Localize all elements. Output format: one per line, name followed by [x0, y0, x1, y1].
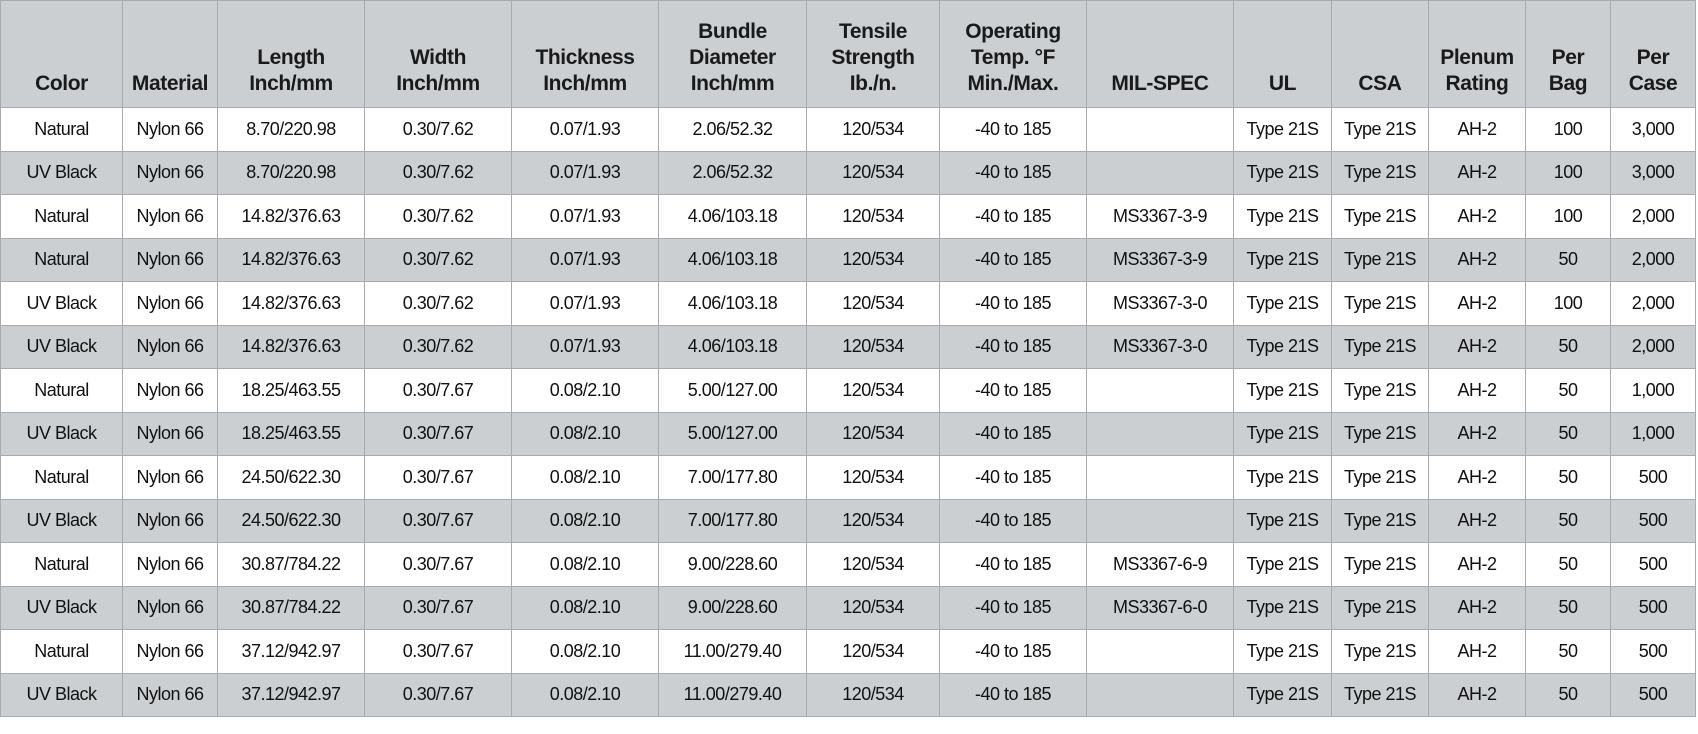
table-row	[1, 369, 1696, 413]
table-cell-mil-spec: MS3367-3-9	[1087, 195, 1234, 239]
table-cell-thickness-inch-mm: 0.08/2.10	[512, 586, 659, 630]
column-header-line: Min./Max.	[967, 72, 1059, 95]
column-header-material	[123, 1, 218, 108]
column-header-line: Ib./n.	[849, 72, 897, 95]
table-cell-material: Nylon 66	[123, 673, 218, 717]
table-cell-plenum-rating: AH-2	[1429, 456, 1526, 500]
table-cell-plenum-rating: AH-2	[1429, 586, 1526, 630]
column-header-line: Plenum	[1440, 46, 1514, 69]
table-cell-ul: Type 21S	[1234, 282, 1332, 326]
table-cell-ul: Type 21S	[1234, 543, 1332, 587]
table-cell-width-inch-mm: 0.30/7.62	[365, 108, 512, 152]
column-header-line: Case	[1628, 72, 1678, 95]
column-header-bundle-diameter-inch-mm	[659, 1, 807, 108]
table-cell-length-inch-mm: 37.12/942.97	[218, 630, 365, 674]
table-cell-thickness-inch-mm: 0.08/2.10	[512, 456, 659, 500]
table-cell-length-inch-mm: 24.50/622.30	[218, 456, 365, 500]
table-cell-ul: Type 21S	[1234, 325, 1332, 369]
column-header-line: Thickness	[535, 46, 635, 69]
column-header-line: Width	[409, 46, 467, 69]
table-cell-per-bag: 50	[1526, 543, 1611, 587]
table-cell-csa: Type 21S	[1332, 282, 1429, 326]
table-cell-length-inch-mm: 14.82/376.63	[218, 282, 365, 326]
table-cell-bundle-diameter-inch-mm: 4.06/103.18	[659, 282, 807, 326]
column-header-line: UL	[1268, 72, 1297, 95]
table-cell-operating-temp-f-min-max: -40 to 185	[940, 412, 1087, 456]
table-cell-color: Natural	[1, 195, 123, 239]
table-cell-length-inch-mm: 24.50/622.30	[218, 499, 365, 543]
table-row	[1, 151, 1696, 195]
table-cell-material: Nylon 66	[123, 543, 218, 587]
table-cell-width-inch-mm: 0.30/7.67	[365, 369, 512, 413]
table-cell-mil-spec	[1087, 456, 1234, 500]
table-cell-operating-temp-f-min-max: -40 to 185	[940, 151, 1087, 195]
column-header-tensile-strength-ib-n	[807, 1, 940, 108]
column-header-line: Bundle	[698, 20, 767, 43]
table-cell-operating-temp-f-min-max: -40 to 185	[940, 108, 1087, 152]
table-cell-width-inch-mm: 0.30/7.67	[365, 586, 512, 630]
table-cell-color: UV Black	[1, 412, 123, 456]
table-cell-csa: Type 21S	[1332, 586, 1429, 630]
table-cell-color: UV Black	[1, 282, 123, 326]
table-cell-width-inch-mm: 0.30/7.62	[365, 282, 512, 326]
table-cell-plenum-rating: AH-2	[1429, 238, 1526, 282]
table-cell-per-bag: 50	[1526, 673, 1611, 717]
table-cell-bundle-diameter-inch-mm: 7.00/177.80	[659, 456, 807, 500]
table-cell-per-bag: 50	[1526, 499, 1611, 543]
table-cell-mil-spec: MS3367-3-0	[1087, 325, 1234, 369]
table-cell-per-bag: 50	[1526, 325, 1611, 369]
table-cell-operating-temp-f-min-max: -40 to 185	[940, 238, 1087, 282]
table-cell-thickness-inch-mm: 0.07/1.93	[512, 108, 659, 152]
column-header-line: Length	[257, 46, 325, 69]
table-cell-material: Nylon 66	[123, 151, 218, 195]
table-cell-material: Nylon 66	[123, 369, 218, 413]
table-cell-thickness-inch-mm: 0.08/2.10	[512, 412, 659, 456]
table-cell-bundle-diameter-inch-mm: 4.06/103.18	[659, 195, 807, 239]
table-cell-length-inch-mm: 18.25/463.55	[218, 412, 365, 456]
column-header-per-case	[1611, 1, 1696, 108]
table-cell-csa: Type 21S	[1332, 151, 1429, 195]
column-header-per-bag	[1526, 1, 1611, 108]
table-cell-mil-spec	[1087, 151, 1234, 195]
table-cell-per-case: 500	[1611, 630, 1696, 674]
column-header-line: Per	[1551, 46, 1585, 69]
table-cell-thickness-inch-mm: 0.07/1.93	[512, 195, 659, 239]
table-row	[1, 282, 1696, 326]
table-cell-csa: Type 21S	[1332, 412, 1429, 456]
table-cell-bundle-diameter-inch-mm: 5.00/127.00	[659, 369, 807, 413]
table-cell-plenum-rating: AH-2	[1429, 108, 1526, 152]
table-cell-plenum-rating: AH-2	[1429, 543, 1526, 587]
table-cell-mil-spec	[1087, 673, 1234, 717]
column-header-length-inch-mm	[218, 1, 365, 108]
table-cell-color: Natural	[1, 456, 123, 500]
table-cell-per-case: 2,000	[1611, 282, 1696, 326]
table-cell-per-bag: 100	[1526, 151, 1611, 195]
table-cell-mil-spec	[1087, 108, 1234, 152]
table-cell-material: Nylon 66	[123, 325, 218, 369]
table-cell-ul: Type 21S	[1234, 108, 1332, 152]
table-cell-csa: Type 21S	[1332, 108, 1429, 152]
table-cell-width-inch-mm: 0.30/7.67	[365, 543, 512, 587]
table-cell-width-inch-mm: 0.30/7.67	[365, 412, 512, 456]
table-cell-per-case: 3,000	[1611, 151, 1696, 195]
table-cell-mil-spec	[1087, 369, 1234, 413]
table-cell-tensile-strength-ib-n: 120/534	[807, 238, 940, 282]
table-cell-csa: Type 21S	[1332, 543, 1429, 587]
table-cell-per-case: 500	[1611, 586, 1696, 630]
table-cell-plenum-rating: AH-2	[1429, 282, 1526, 326]
table-cell-length-inch-mm: 37.12/942.97	[218, 673, 365, 717]
table-cell-width-inch-mm: 0.30/7.67	[365, 673, 512, 717]
table-cell-tensile-strength-ib-n: 120/534	[807, 543, 940, 587]
table-cell-per-bag: 100	[1526, 108, 1611, 152]
table-cell-thickness-inch-mm: 0.08/2.10	[512, 543, 659, 587]
table-cell-material: Nylon 66	[123, 630, 218, 674]
column-header-line: Material	[131, 72, 209, 95]
table-cell-plenum-rating: AH-2	[1429, 499, 1526, 543]
column-header-line: Color	[35, 72, 88, 95]
table-cell-plenum-rating: AH-2	[1429, 630, 1526, 674]
table-cell-length-inch-mm: 18.25/463.55	[218, 369, 365, 413]
column-header-width-inch-mm	[365, 1, 512, 108]
table-row	[1, 630, 1696, 674]
table-cell-ul: Type 21S	[1234, 238, 1332, 282]
table-cell-thickness-inch-mm: 0.08/2.10	[512, 673, 659, 717]
table-cell-per-bag: 100	[1526, 282, 1611, 326]
column-header-line: Inch/mm	[249, 72, 333, 95]
column-header-line: Inch/mm	[690, 72, 775, 95]
table-cell-width-inch-mm: 0.30/7.67	[365, 630, 512, 674]
table-cell-color: UV Black	[1, 151, 123, 195]
table-cell-width-inch-mm: 0.30/7.67	[365, 499, 512, 543]
column-header-color	[1, 1, 123, 108]
table-cell-color: UV Black	[1, 586, 123, 630]
table-cell-width-inch-mm: 0.30/7.62	[365, 151, 512, 195]
table-cell-tensile-strength-ib-n: 120/534	[807, 282, 940, 326]
table-cell-tensile-strength-ib-n: 120/534	[807, 673, 940, 717]
table-cell-per-case: 1,000	[1611, 369, 1696, 413]
column-header-csa	[1332, 1, 1429, 108]
column-header-line: CSA	[1358, 72, 1402, 95]
table-cell-operating-temp-f-min-max: -40 to 185	[940, 543, 1087, 587]
table-cell-tensile-strength-ib-n: 120/534	[807, 456, 940, 500]
table-cell-thickness-inch-mm: 0.08/2.10	[512, 630, 659, 674]
table-cell-per-case: 2,000	[1611, 325, 1696, 369]
column-header-line: Operating	[965, 20, 1061, 43]
column-header-line: Rating	[1445, 72, 1509, 95]
table-cell-mil-spec: MS3367-6-9	[1087, 543, 1234, 587]
table-row	[1, 673, 1696, 717]
table-cell-color: UV Black	[1, 499, 123, 543]
table-cell-color: Natural	[1, 543, 123, 587]
table-cell-operating-temp-f-min-max: -40 to 185	[940, 630, 1087, 674]
table-cell-per-bag: 100	[1526, 195, 1611, 239]
table-cell-operating-temp-f-min-max: -40 to 185	[940, 499, 1087, 543]
table-cell-length-inch-mm: 14.82/376.63	[218, 325, 365, 369]
table-cell-bundle-diameter-inch-mm: 9.00/228.60	[659, 586, 807, 630]
table-cell-length-inch-mm: 8.70/220.98	[218, 108, 365, 152]
table-cell-material: Nylon 66	[123, 108, 218, 152]
table-cell-plenum-rating: AH-2	[1429, 369, 1526, 413]
table-cell-operating-temp-f-min-max: -40 to 185	[940, 325, 1087, 369]
table-row	[1, 586, 1696, 630]
table-cell-operating-temp-f-min-max: -40 to 185	[940, 456, 1087, 500]
table-cell-plenum-rating: AH-2	[1429, 325, 1526, 369]
table-row	[1, 238, 1696, 282]
table-cell-color: Natural	[1, 108, 123, 152]
table-body	[1, 108, 1696, 717]
column-header-line: Inch/mm	[543, 72, 627, 95]
table-header	[1, 1, 1696, 108]
table-row	[1, 412, 1696, 456]
table-cell-thickness-inch-mm: 0.07/1.93	[512, 238, 659, 282]
table-cell-per-case: 2,000	[1611, 195, 1696, 239]
column-header-line: MIL-SPEC	[1111, 72, 1209, 95]
table-cell-bundle-diameter-inch-mm: 11.00/279.40	[659, 673, 807, 717]
table-cell-per-bag: 50	[1526, 369, 1611, 413]
table-cell-material: Nylon 66	[123, 586, 218, 630]
table-cell-material: Nylon 66	[123, 412, 218, 456]
table-cell-material: Nylon 66	[123, 238, 218, 282]
table-cell-length-inch-mm: 30.87/784.22	[218, 586, 365, 630]
table-cell-color: UV Black	[1, 325, 123, 369]
table-cell-width-inch-mm: 0.30/7.62	[365, 238, 512, 282]
column-header-line: Per	[1636, 46, 1670, 69]
table-cell-bundle-diameter-inch-mm: 5.00/127.00	[659, 412, 807, 456]
table-cell-per-case: 2,000	[1611, 238, 1696, 282]
table-cell-material: Nylon 66	[123, 195, 218, 239]
table-cell-ul: Type 21S	[1234, 630, 1332, 674]
table-cell-color: Natural	[1, 630, 123, 674]
table-cell-color: Natural	[1, 369, 123, 413]
header-row	[1, 1, 1696, 108]
table-cell-per-case: 1,000	[1611, 412, 1696, 456]
table-cell-color: Natural	[1, 238, 123, 282]
table-cell-bundle-diameter-inch-mm: 7.00/177.80	[659, 499, 807, 543]
table-cell-bundle-diameter-inch-mm: 4.06/103.18	[659, 238, 807, 282]
table-cell-bundle-diameter-inch-mm: 2.06/52.32	[659, 108, 807, 152]
table-cell-tensile-strength-ib-n: 120/534	[807, 108, 940, 152]
column-header-ul	[1234, 1, 1332, 108]
table-cell-tensile-strength-ib-n: 120/534	[807, 369, 940, 413]
table-row	[1, 108, 1696, 152]
table-cell-ul: Type 21S	[1234, 456, 1332, 500]
column-header-mil-spec	[1087, 1, 1234, 108]
table-cell-plenum-rating: AH-2	[1429, 412, 1526, 456]
table-cell-per-case: 500	[1611, 673, 1696, 717]
table-cell-operating-temp-f-min-max: -40 to 185	[940, 673, 1087, 717]
table-cell-plenum-rating: AH-2	[1429, 673, 1526, 717]
column-header-line: Temp. °F	[970, 46, 1056, 69]
table-cell-thickness-inch-mm: 0.07/1.93	[512, 151, 659, 195]
table-row	[1, 195, 1696, 239]
table-cell-mil-spec: MS3367-3-9	[1087, 238, 1234, 282]
table-cell-ul: Type 21S	[1234, 499, 1332, 543]
column-header-line: Inch/mm	[396, 72, 480, 95]
table-cell-thickness-inch-mm: 0.08/2.10	[512, 499, 659, 543]
table-cell-ul: Type 21S	[1234, 195, 1332, 239]
table-cell-per-case: 500	[1611, 456, 1696, 500]
table-cell-per-case: 3,000	[1611, 108, 1696, 152]
table-row	[1, 543, 1696, 587]
table-cell-csa: Type 21S	[1332, 238, 1429, 282]
table-cell-thickness-inch-mm: 0.07/1.93	[512, 325, 659, 369]
table-cell-csa: Type 21S	[1332, 195, 1429, 239]
table-cell-per-bag: 50	[1526, 586, 1611, 630]
table-cell-bundle-diameter-inch-mm: 11.00/279.40	[659, 630, 807, 674]
table-cell-ul: Type 21S	[1234, 586, 1332, 630]
table-row	[1, 456, 1696, 500]
table-cell-ul: Type 21S	[1234, 369, 1332, 413]
table-cell-csa: Type 21S	[1332, 369, 1429, 413]
table-cell-tensile-strength-ib-n: 120/534	[807, 412, 940, 456]
table-cell-material: Nylon 66	[123, 456, 218, 500]
table-cell-per-bag: 50	[1526, 630, 1611, 674]
table-cell-ul: Type 21S	[1234, 412, 1332, 456]
table-cell-thickness-inch-mm: 0.08/2.10	[512, 369, 659, 413]
column-header-line: Strength	[831, 46, 915, 69]
table-cell-tensile-strength-ib-n: 120/534	[807, 499, 940, 543]
table-cell-operating-temp-f-min-max: -40 to 185	[940, 586, 1087, 630]
table-cell-width-inch-mm: 0.30/7.62	[365, 195, 512, 239]
table-cell-csa: Type 21S	[1332, 325, 1429, 369]
table-cell-length-inch-mm: 14.82/376.63	[218, 238, 365, 282]
table-cell-bundle-diameter-inch-mm: 4.06/103.18	[659, 325, 807, 369]
column-header-operating-temp-f-min-max	[940, 1, 1087, 108]
table-cell-plenum-rating: AH-2	[1429, 195, 1526, 239]
table-cell-width-inch-mm: 0.30/7.67	[365, 456, 512, 500]
table-cell-mil-spec	[1087, 630, 1234, 674]
table-cell-mil-spec: MS3367-3-0	[1087, 282, 1234, 326]
table-cell-tensile-strength-ib-n: 120/534	[807, 195, 940, 239]
table-cell-mil-spec	[1087, 412, 1234, 456]
table-cell-csa: Type 21S	[1332, 673, 1429, 717]
table-cell-operating-temp-f-min-max: -40 to 185	[940, 195, 1087, 239]
column-header-line: Diameter	[689, 46, 776, 69]
table-cell-per-bag: 50	[1526, 456, 1611, 500]
table-cell-mil-spec	[1087, 499, 1234, 543]
table-row	[1, 325, 1696, 369]
table-cell-per-case: 500	[1611, 543, 1696, 587]
table-cell-ul: Type 21S	[1234, 151, 1332, 195]
table-cell-operating-temp-f-min-max: -40 to 185	[940, 282, 1087, 326]
table-cell-per-bag: 50	[1526, 238, 1611, 282]
column-header-plenum-rating	[1429, 1, 1526, 108]
column-header-line: Tensile	[838, 20, 907, 43]
table-cell-width-inch-mm: 0.30/7.62	[365, 325, 512, 369]
table-cell-material: Nylon 66	[123, 282, 218, 326]
table-cell-tensile-strength-ib-n: 120/534	[807, 151, 940, 195]
table-cell-ul: Type 21S	[1234, 673, 1332, 717]
table-row	[1, 499, 1696, 543]
table-cell-per-case: 500	[1611, 499, 1696, 543]
table-cell-tensile-strength-ib-n: 120/534	[807, 586, 940, 630]
table-cell-csa: Type 21S	[1332, 499, 1429, 543]
table-cell-operating-temp-f-min-max: -40 to 185	[940, 369, 1087, 413]
column-header-line: Bag	[1548, 72, 1588, 95]
table-cell-bundle-diameter-inch-mm: 9.00/228.60	[659, 543, 807, 587]
table-cell-length-inch-mm: 8.70/220.98	[218, 151, 365, 195]
table-cell-length-inch-mm: 14.82/376.63	[218, 195, 365, 239]
table-cell-plenum-rating: AH-2	[1429, 151, 1526, 195]
table-cell-bundle-diameter-inch-mm: 2.06/52.32	[659, 151, 807, 195]
table-cell-thickness-inch-mm: 0.07/1.93	[512, 282, 659, 326]
table-cell-csa: Type 21S	[1332, 456, 1429, 500]
table-cell-tensile-strength-ib-n: 120/534	[807, 630, 940, 674]
table-cell-tensile-strength-ib-n: 120/534	[807, 325, 940, 369]
table-cell-color: UV Black	[1, 673, 123, 717]
table-cell-mil-spec: MS3367-6-0	[1087, 586, 1234, 630]
column-header-thickness-inch-mm	[512, 1, 659, 108]
table-cell-material: Nylon 66	[123, 499, 218, 543]
table-cell-csa: Type 21S	[1332, 630, 1429, 674]
table-cell-per-bag: 50	[1526, 412, 1611, 456]
table-cell-length-inch-mm: 30.87/784.22	[218, 543, 365, 587]
